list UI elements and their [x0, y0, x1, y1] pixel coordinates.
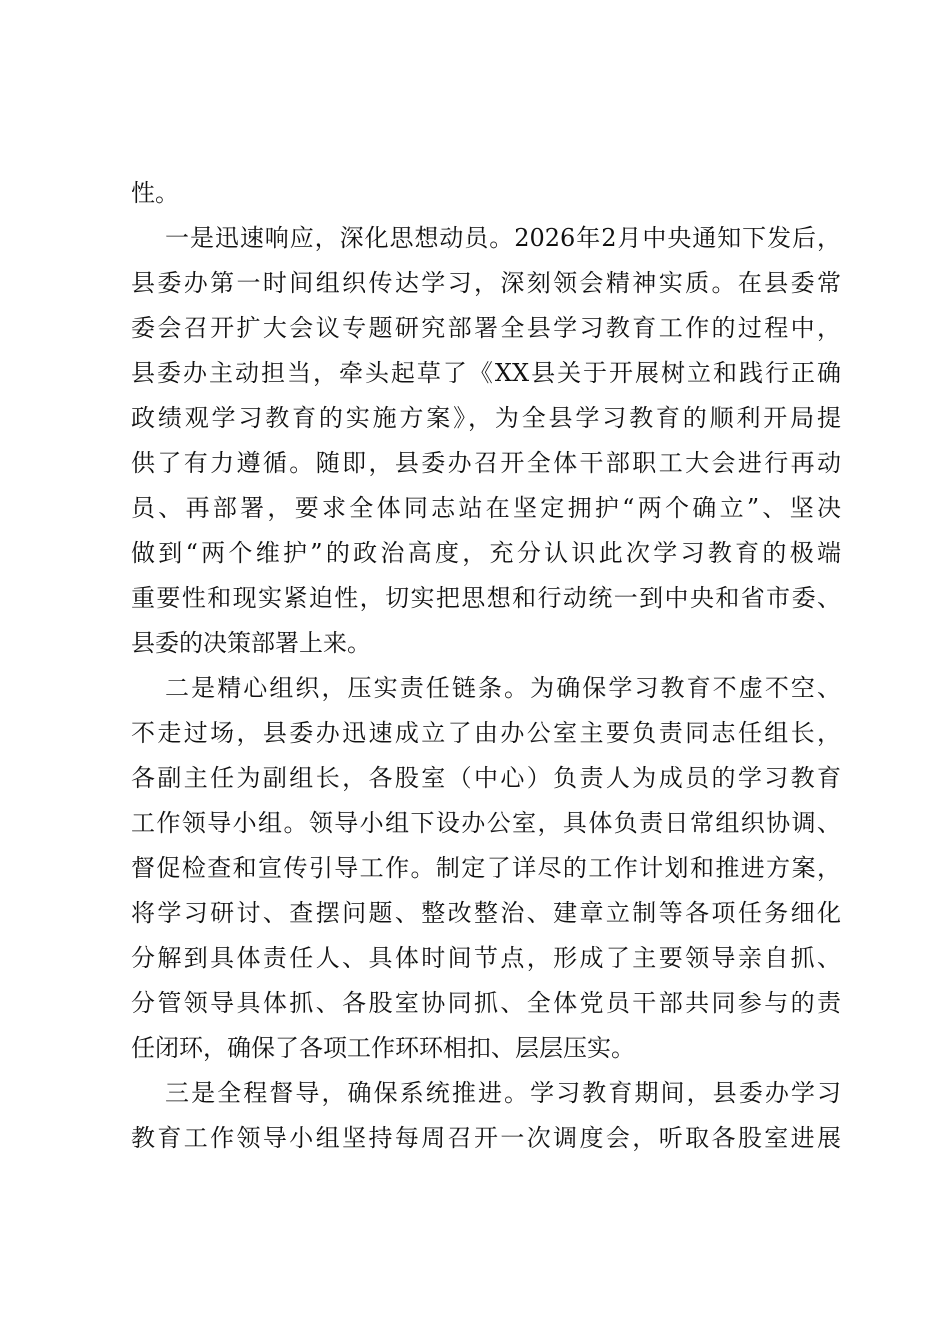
- text-line: 县委办主动担当，牵头起草了《XX县关于开展树立和践行正确: [131, 359, 841, 387]
- text-line: 分管领导具体抓、各股室协同抓、全体党员干部共同参与的责: [131, 989, 841, 1017]
- text-line: 重要性和现实紧迫性，切实把思想和行动统一到中央和省市委、: [131, 584, 841, 612]
- text-line: 教育工作领导小组坚持每周召开一次调度会，听取各股室进展: [131, 1124, 841, 1152]
- text-line: 三是全程督导，确保系统推进。学习教育期间，县委办学习: [165, 1079, 841, 1107]
- text-line: 县委办第一时间组织传达学习，深刻领会精神实质。在县委常: [131, 269, 841, 297]
- text-line: 工作领导小组。领导小组下设办公室，具体负责日常组织协调、: [131, 809, 841, 837]
- text-line: 分解到具体责任人、具体时间节点，形成了主要领导亲自抓、: [131, 944, 841, 972]
- document-body: [131, 171, 841, 1161]
- text-line: 供了有力遵循。随即，县委办召开全体干部职工大会进行再动: [131, 449, 841, 477]
- text-line: 将学习研讨、查摆问题、整改整治、建章立制等各项任务细化: [131, 899, 841, 927]
- text-line: 政绩观学习教育的实施方案》，为全县学习教育的顺利开局提: [131, 404, 841, 432]
- text-line: 做到“两个维护”的政治高度，充分认识此次学习教育的极端: [131, 539, 841, 567]
- text-line: 各副主任为副组长，各股室（中心）负责人为成员的学习教育: [131, 764, 841, 792]
- text-line: 委会召开扩大会议专题研究部署全县学习教育工作的过程中，: [131, 314, 841, 342]
- text-line: 员、再部署，要求全体同志站在坚定拥护“两个确立”、坚决: [131, 494, 841, 522]
- text-line: 一是迅速响应，深化思想动员。2026年2月中央通知下发后，: [165, 224, 841, 252]
- text-line: 性。: [131, 179, 179, 207]
- text-line: 县委的决策部署上来。: [131, 629, 371, 657]
- text-line: 不走过场，县委办迅速成立了由办公室主要负责同志任组长，: [131, 719, 841, 747]
- text-line: 督促检查和宣传引导工作。制定了详尽的工作计划和推进方案，: [131, 854, 841, 882]
- text-line: 二是精心组织，压实责任链条。为确保学习教育不虚不空、: [165, 674, 841, 702]
- text-line: 任闭环，确保了各项工作环环相扣、层层压实。: [131, 1034, 635, 1062]
